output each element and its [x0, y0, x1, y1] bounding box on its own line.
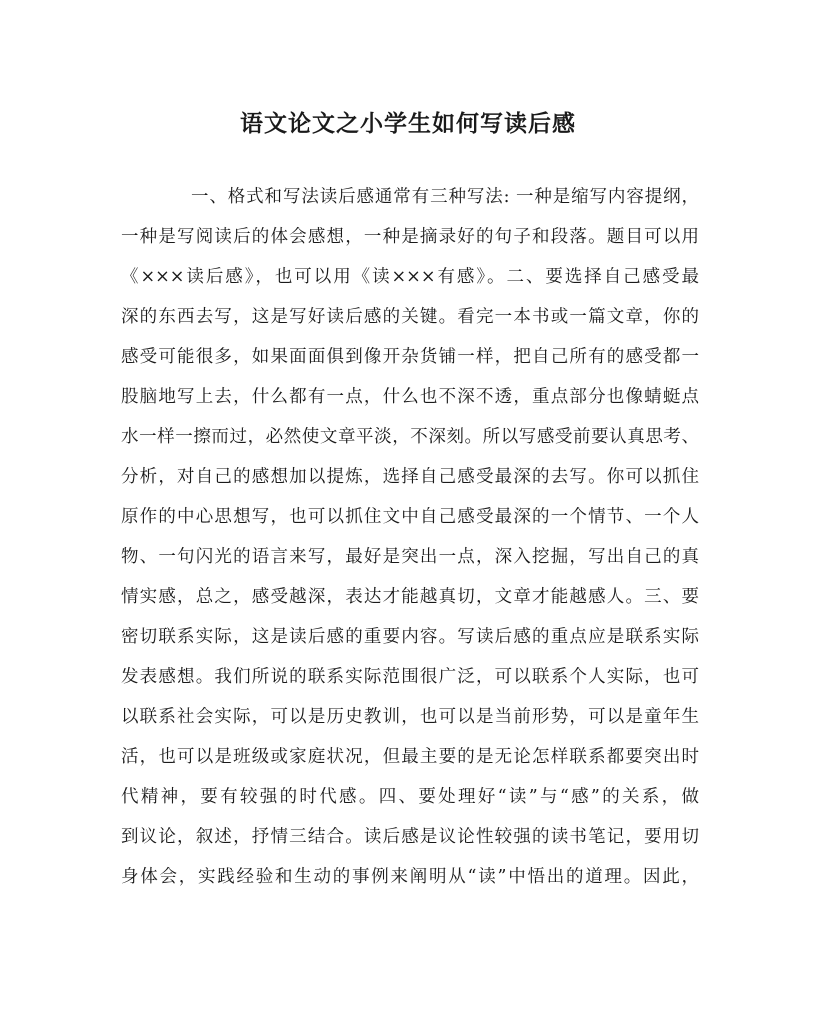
body-text-line: 发表感想。我们所说的联系实际范围很广泛，可以联系个人实际，也可: [121, 667, 699, 687]
body-text-line: 分析，对自己的感想加以提炼，选择自己感受最深的去写。你可以抓住: [121, 467, 699, 487]
body-text-line: 一、格式和写法读后感通常有三种写法: 一种是缩写内容提纲，: [191, 187, 699, 207]
body-text-line: 密切联系实际，这是读后感的重要内容。写读后感的重点应是联系实际: [121, 627, 699, 647]
body-text-line: 代精神，要有较强的时代感。四、要处理好“读”与“感”的关系，做: [121, 787, 699, 807]
body-text-line: 一种是写阅读后的体会感想，一种是摘录好的句子和段落。题目可以用: [121, 227, 699, 247]
body-text-line: 以联系社会实际，可以是历史教训，也可以是当前形势，可以是童年生: [121, 707, 699, 727]
body-text-line: 原作的中心思想写，也可以抓住文中自己感受最深的一个情节、一个人: [121, 507, 699, 527]
body-text-line: 物、一句闪光的语言来写，最好是突出一点，深入挖掘，写出自己的真: [121, 547, 699, 567]
body-text-line: 活，也可以是班级或家庭状况，但最主要的是无论怎样联系都要突出时: [121, 747, 699, 767]
document-title: 语文论文之小学生如何写读后感: [240, 110, 576, 137]
body-text-line: 到议论，叙述，抒情三结合。读后感是议论性较强的读书笔记，要用切: [121, 827, 699, 847]
body-text-line: 水一样一擦而过，必然使文章平淡，不深刻。所以写感受前要认真思考、: [121, 427, 699, 447]
body-text-line: 感受可能很多，如果面面俱到像开杂货铺一样，把自己所有的感受都一: [121, 347, 699, 367]
body-text-line: 身体会，实践经验和生动的事例来阐明从“读”中悟出的道理。因此，: [121, 867, 699, 887]
body-text-line: 股脑地写上去，什么都有一点，什么也不深不透，重点部分也像蜻蜓点: [121, 387, 699, 407]
document-body: [121, 177, 699, 897]
body-text-line: 《×××读后感》，也可以用《读×××有感》。二、要选择自己感受最: [121, 267, 699, 287]
body-text-line: 深的东西去写，这是写好读后感的关键。看完一本书或一篇文章，你的: [121, 307, 699, 327]
body-text-line: 情实感，总之，感受越深，表达才能越真切，文章才能越感人。三、要: [121, 587, 699, 607]
